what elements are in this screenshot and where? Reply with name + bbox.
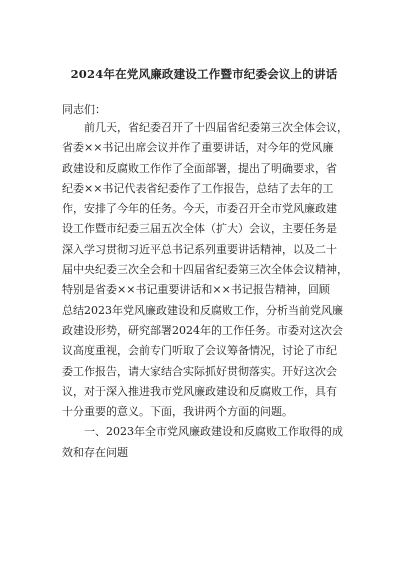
paragraph-line: 特别是省委××书记重要讲话和××书记报告精神，回顾 (62, 283, 330, 297)
paragraph-line: 深入学习贯彻习近平总书记系列重要讲话精神，以及二十 (62, 242, 337, 256)
paragraph-line: 议高度重视，会前专门听取了会议筹备情况，讨论了市纪 (62, 344, 337, 358)
paragraph-line: 作，安排了今年的任务。今天，市委召开全市党风廉政建 (62, 202, 337, 216)
paragraph-line: 政建设和反腐败工作作了全面部署，提出了明确要求，省 (62, 161, 337, 175)
paragraph-line: 省委××书记出席会议并作了重要讲话，对今年的党风廉 (62, 141, 334, 155)
section-heading-line: 效和存在问题 (62, 445, 128, 459)
document-title: 2024年在党风廉政建设工作暨市纪委会议上的讲话 (70, 67, 338, 81)
paragraph-line: 设工作暨市纪委三届五次全体（扩大）会议，主要任务是 (62, 222, 337, 236)
paragraph-line: 十分重要的意义。下面，我讲两个方面的问题。 (62, 405, 293, 419)
paragraph-line: 届中央纪委三次全会和十四届省纪委第三次全体会议精神， (62, 263, 348, 277)
paragraph-line: 议，对于深入推进我市党风廉政建设和反腐败工作，具有 (62, 384, 337, 398)
paragraph-line: 前几天，省纪委召开了十四届省纪委第三次全体会议， (84, 121, 348, 134)
paragraph-line: 委工作报告，请大家结合实际抓好贯彻落实。开好这次会 (62, 364, 337, 378)
speech-body (62, 118, 348, 463)
paragraph-line: 纪委××书记代表省纪委作了工作报告，总结了去年的工 (62, 181, 334, 195)
paragraph-line: 总结2023年党风廉政建设和反腐败工作，分析当前党风廉 (62, 303, 343, 317)
paragraph-line: 政建设形势，研究部署2024年的工作任务。市委对这次会 (62, 323, 343, 337)
section-heading-line: 一、2023年全市党风廉政建设和反腐败工作取得的成 (84, 425, 343, 439)
greeting: 同志们： (62, 103, 106, 116)
